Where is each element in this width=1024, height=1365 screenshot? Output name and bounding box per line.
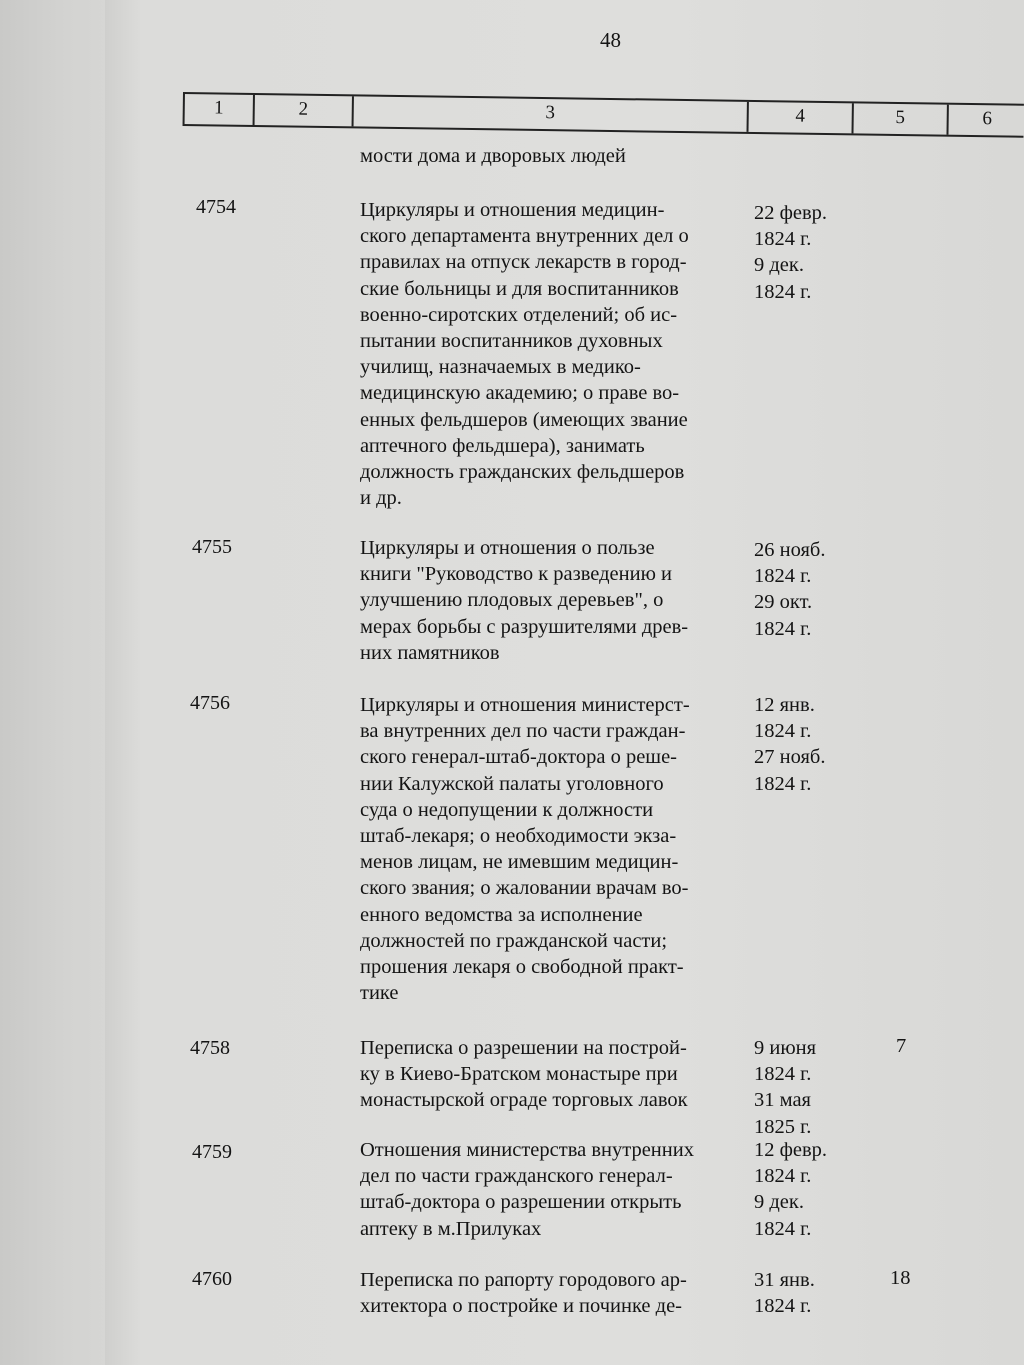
description-line: мости дома и дворовых людей — [360, 145, 626, 167]
description-line: ского департамента внутренних дел о — [360, 225, 689, 248]
description-line: дел по части гражданского генерал- — [360, 1165, 673, 1188]
description-line: штаб-лекаря; о необходимости экза- — [360, 825, 677, 848]
description-line: мерах борьбы с разрушителями древ- — [360, 615, 689, 638]
description-line: правилах на отпуск лекарств в город- — [360, 251, 687, 274]
date-line: 1824 г. — [754, 1063, 812, 1086]
entry-dates — [754, 692, 825, 797]
description-line: пытании воспитанников духовных — [360, 330, 663, 353]
date-line: 31 янв. — [754, 1269, 815, 1291]
entry-description — [360, 1267, 687, 1319]
description-line: и др. — [360, 487, 402, 510]
description-line: Переписка о разрешении на построй- — [360, 1037, 687, 1059]
entry-dates — [754, 1267, 815, 1319]
date-line: 1824 г. — [754, 1165, 812, 1188]
description-line: должностей по гражданской части; — [360, 929, 668, 952]
date-line: 1824 г. — [754, 720, 812, 743]
entry-dates — [754, 200, 827, 305]
description-line: енного ведомства за исполнение — [360, 903, 643, 926]
entry-description — [360, 1137, 694, 1242]
date-line: 1824 г. — [754, 565, 812, 588]
description-line: них памятников — [360, 641, 500, 664]
entry-number: 4760 — [192, 1268, 232, 1290]
description-line: Переписка по рапорту городового ар- — [360, 1269, 687, 1291]
page-number: 48 — [600, 28, 621, 52]
date-line: 1824 г. — [754, 1217, 812, 1240]
date-line: 9 июня — [754, 1037, 817, 1059]
description-line: ские больницы и для воспитанников — [360, 277, 679, 300]
description-line: медицинскую академию; о праве во- — [360, 382, 680, 405]
description-line: ку в Киево-Братском монастыре при — [360, 1063, 678, 1086]
date-line: 12 янв. — [754, 694, 815, 716]
date-line: 1825 г. — [754, 1115, 812, 1138]
column-header-5: 5 — [851, 103, 946, 134]
column-header-1: 1 — [183, 94, 253, 125]
date-line: 29 окт. — [754, 591, 813, 614]
date-line: 22 февр. — [754, 202, 828, 224]
sheet-count: 7 — [896, 1035, 907, 1057]
description-line: ского генерал-штаб-доктора о реше- — [360, 746, 677, 769]
description-line: штаб-доктора о разрешении открыть — [360, 1191, 682, 1214]
sheet-count: 18 — [890, 1267, 911, 1289]
description-line: монастырской ограде торговых лавок — [360, 1089, 688, 1112]
column-header-6: 6 — [946, 105, 1024, 136]
column-header-4: 4 — [746, 102, 851, 133]
description-line: училищ, назначаемых в медико- — [360, 356, 641, 379]
date-line: 1824 г. — [754, 1295, 812, 1318]
entry-dates — [754, 1137, 827, 1242]
date-line: 31 мая — [754, 1089, 811, 1112]
entry-dates — [754, 537, 825, 642]
description-line: нии Калужской палаты уголовного — [360, 772, 664, 795]
entry-number: 4754 — [196, 196, 236, 218]
description-line: ского звания; о жаловании врачам во- — [360, 877, 689, 900]
date-line: 1824 г. — [754, 772, 812, 795]
description-line: суда о недопущении к должности — [360, 798, 654, 821]
column-header-3: 3 — [352, 96, 747, 132]
description-line: должность гражданских фельдшеров — [360, 461, 685, 484]
entry-number: 4755 — [192, 536, 232, 558]
description-line: тике — [360, 982, 399, 1005]
description-line: енных фельдшеров (имеющих звание — [360, 408, 688, 431]
description-line: Циркуляры и отношения о пользе — [360, 537, 655, 559]
entry-number: 4759 — [192, 1141, 232, 1163]
description-line: хитектора о постройке и починке де- — [360, 1295, 683, 1318]
description-line: книги "Руководство к разведению и — [360, 563, 672, 586]
description-line: Циркуляры и отношения медицин- — [360, 199, 665, 221]
entry-number: 4758 — [190, 1037, 230, 1059]
date-line: 1824 г. — [754, 228, 812, 251]
column-header-2: 2 — [253, 95, 352, 126]
date-line: 1824 г. — [754, 617, 812, 640]
date-line: 27 нояб. — [754, 746, 826, 769]
date-line: 26 нояб. — [754, 539, 826, 561]
entry-description — [360, 197, 689, 511]
description-line: прошения лекаря о свободной практ- — [360, 956, 684, 979]
description-line: улучшению плодовых деревьев", о — [360, 589, 664, 612]
description-line: Циркуляры и отношения министерст- — [360, 694, 690, 716]
facing-page-edge — [0, 0, 110, 1365]
continuation-description — [360, 143, 626, 169]
date-line: 9 дек. — [754, 254, 804, 277]
description-line: военно-сиротских отделений; об ис- — [360, 303, 678, 326]
date-line: 1824 г. — [754, 280, 812, 303]
description-line: аптеку в м.Прилуках — [360, 1217, 542, 1240]
description-line: менов лицам, не имевшим медицин- — [360, 851, 679, 874]
description-line: ва внутренних дел по части граждан- — [360, 720, 686, 743]
date-line: 12 февр. — [754, 1139, 828, 1161]
description-line: Отношения министерства внутренних — [360, 1139, 694, 1161]
entry-description — [360, 692, 690, 1006]
description-line: аптечного фельдшера), занимать — [360, 434, 645, 457]
entry-description — [360, 535, 688, 666]
entry-number: 4756 — [190, 692, 230, 714]
entry-description — [360, 1035, 688, 1114]
entry-dates — [754, 1035, 816, 1140]
date-line: 9 дек. — [754, 1191, 804, 1214]
